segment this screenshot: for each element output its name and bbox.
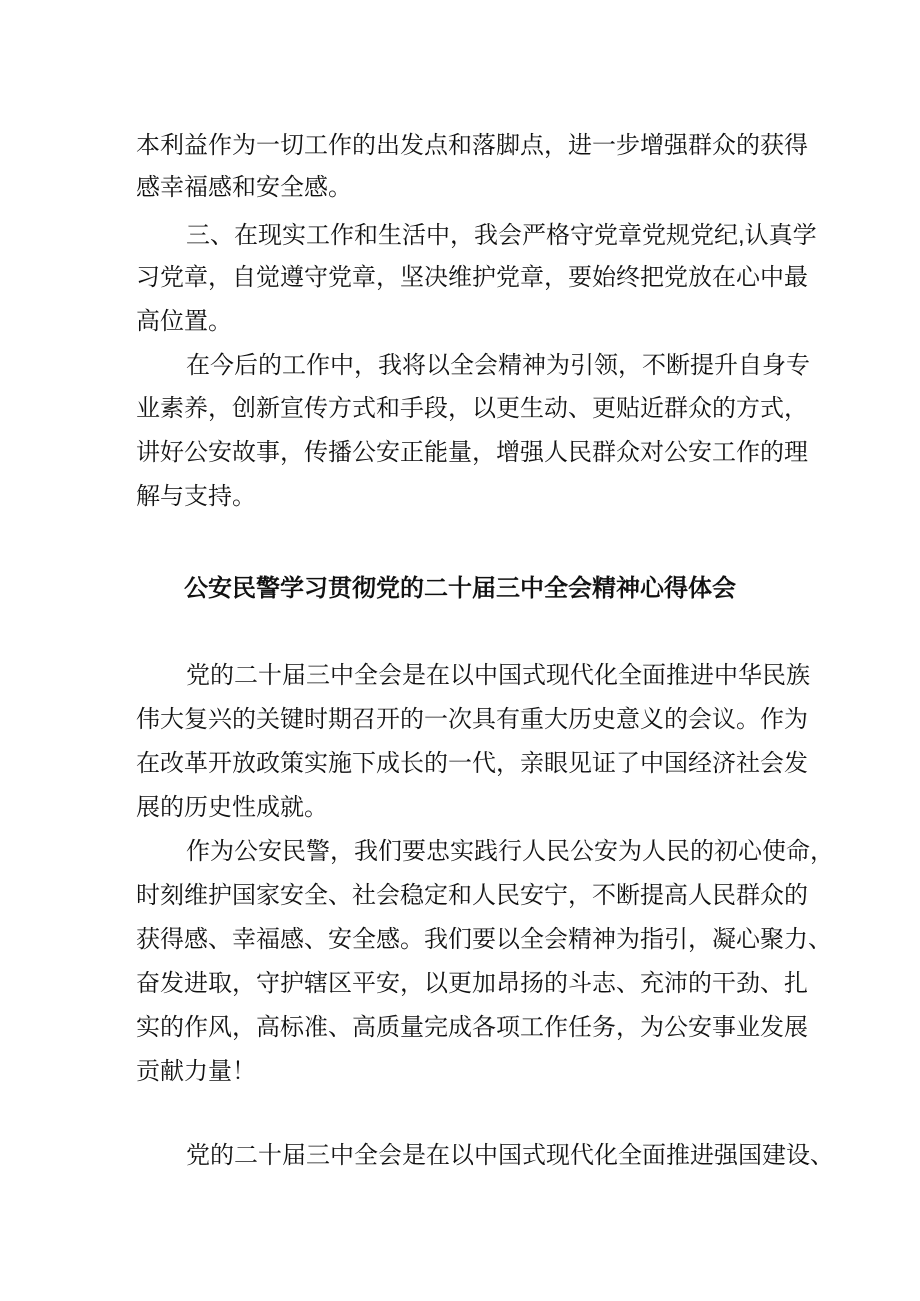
text-line: 业素养，创新宣传方式和手段，以更生动、更贴近群众的方式，: [136, 396, 808, 422]
text-line: 党的二十届三中全会是在以中国式现代化全面推进中华民族: [186, 663, 810, 689]
text-line: 展的历史性成就。: [136, 795, 328, 821]
text-line: 伟大复兴的关键时期召开的一次具有重大历史意义的会议。作为: [136, 707, 808, 733]
text-line: 在今后的工作中，我将以全会精神为引领，不断提升自身专: [186, 353, 810, 379]
text-line: 高位置。: [136, 308, 232, 335]
text-line: 奋发进取，守护辖区平安，以更加昂扬的斗志、充沛的干劲、扎: [136, 971, 808, 997]
text-line: 在改革开放政策实施下成长的一代，亲眼见证了中国经济社会发: [136, 751, 808, 777]
text-line: 实的作风，高标准、高质量完成各项工作任务，为公安事业发展: [136, 1015, 808, 1041]
text-line: 本利益作为一切工作的出发点和落脚点，进一步增强群众的获得: [136, 132, 808, 159]
text-line: 三、在现实工作和生活中，我会严格守党章党规党纪,认真学: [186, 222, 817, 249]
text-line: 感幸福感和安全感。: [136, 174, 352, 201]
text-line: 党的二十届三中全会是在以中国式现代化全面推进强国建设、: [186, 1143, 834, 1169]
text-line: 作为公安民警，我们要忠实践行人民公安为人民的初心使命，: [186, 839, 834, 865]
text-line: 讲好公安故事，传播公安正能量，增强人民群众对公安工作的理: [136, 440, 808, 466]
text-line: 解与支持。: [136, 484, 256, 510]
text-line: 贡献力量！: [136, 1059, 256, 1085]
text-line: 习党章，自觉遵守党章，坚决维护党章，要始终把党放在心中最: [136, 264, 808, 291]
text-line: 获得感、幸福感、安全感。我们要以全会精神为指引，凝心聚力、: [136, 927, 832, 953]
article-title: 公安民警学习贯彻党的二十届三中全会精神心得体会: [184, 575, 736, 602]
text-line: 时刻维护国家安全、社会稳定和人民安宁，不断提高人民群众的: [136, 883, 808, 909]
